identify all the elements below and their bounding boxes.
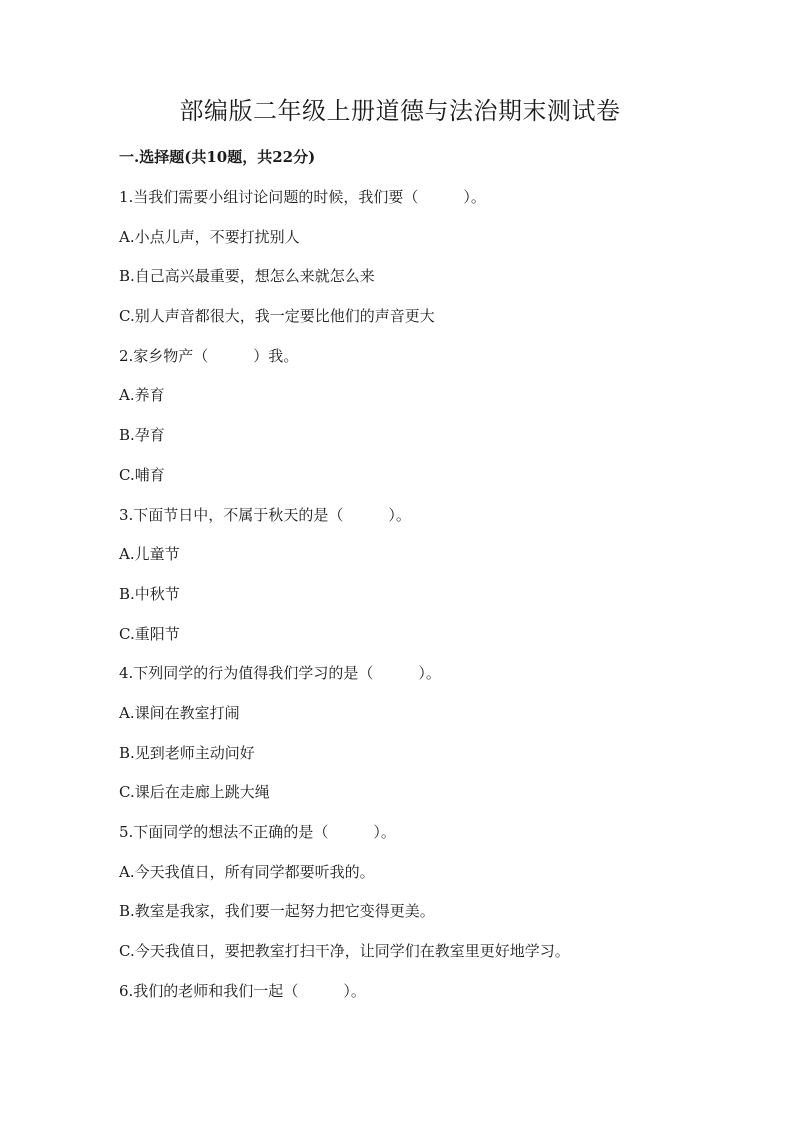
question-2-stem: 2.家乡物产（ ）我。 bbox=[119, 346, 299, 365]
question-5-option-a: A.今天我值日，所有同学都要听我的。 bbox=[119, 862, 375, 881]
question-1-stem: 1.当我们需要小组讨论问题的时候，我们要（ ）。 bbox=[119, 188, 486, 206]
question-1-option-a: A.小点儿声，不要打扰别人 bbox=[119, 227, 300, 246]
question-4-option-a: A.课间在教室打闹 bbox=[119, 703, 240, 722]
question-4-stem: 4.下列同学的行为值得我们学习的是（ ）。 bbox=[119, 664, 441, 683]
question-3-option-a: A.儿童节 bbox=[119, 545, 180, 564]
question-1-option-b: B.自己高兴最重要，想怎么来就怎么来 bbox=[119, 267, 375, 286]
question-2-option-b: B.孕育 bbox=[119, 426, 165, 445]
question-2-option-c: C.哺育 bbox=[119, 465, 165, 484]
question-5-stem: 5.下面同学的想法不正确的是（ ）。 bbox=[119, 823, 396, 841]
question-4-option-c: C.课后在走廊上跳大绳 bbox=[119, 783, 270, 802]
question-list bbox=[119, 186, 759, 1019]
question-3-stem: 3.下面节日中，不属于秋天的是（ ）。 bbox=[119, 505, 411, 524]
question-1-option-c: C.别人声音都很大，我一定要比他们的声音更大 bbox=[119, 307, 435, 326]
question-3-option-c: C.重阳节 bbox=[119, 624, 180, 643]
section-heading: 一.选择题(共10题，共22分) bbox=[119, 148, 316, 166]
page-title: 部编版二年级上册道德与法治期末测试卷 bbox=[179, 97, 621, 125]
question-5-option-c: C.今天我值日，要把教室打扫干净，让同学们在教室里更好地学习。 bbox=[119, 942, 570, 961]
question-2-option-a: A.养育 bbox=[119, 386, 165, 405]
question-3-option-b: B.中秋节 bbox=[119, 584, 180, 603]
question-6-stem: 6.我们的老师和我们一起（ ）。 bbox=[119, 981, 366, 1000]
question-5-option-b: B.教室是我家，我们要一起努力把它变得更美。 bbox=[119, 902, 435, 921]
question-4-option-b: B.见到老师主动问好 bbox=[119, 743, 255, 762]
